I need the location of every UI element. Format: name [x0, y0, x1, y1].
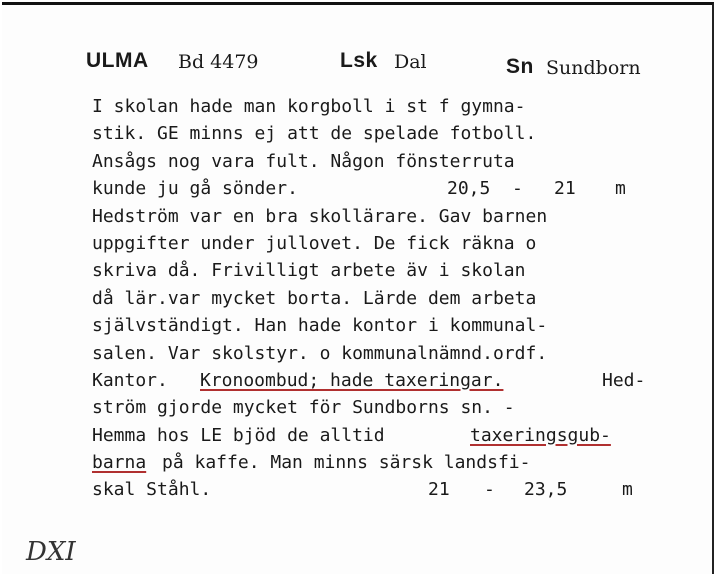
text-line: självständigt. Han hade kontor i kommunal-	[92, 315, 548, 337]
text-line	[92, 175, 672, 202]
measure-from: 20,5	[447, 178, 491, 200]
measure-dash: -	[484, 479, 495, 501]
text-line: ström gjorde mycket för Sundborns sn. -	[92, 397, 515, 419]
text-segment: Hed-	[602, 369, 646, 391]
measure-from: 21	[428, 479, 450, 501]
text-line: då lär.var mycket borta. Lärde dem arbeta	[92, 287, 537, 309]
text-line	[92, 422, 672, 449]
archive-number: Bd 4479	[178, 51, 259, 73]
text-line	[92, 449, 672, 476]
socken-value: Sundborn	[546, 57, 641, 79]
text-segment: på kaffe. Man minns särsk landsfi-	[162, 452, 531, 474]
card-body	[92, 93, 672, 504]
measure-dash: -	[512, 178, 523, 200]
text-segment: Kantor.	[92, 369, 168, 391]
measure-to: 21	[554, 178, 576, 200]
landskap-value: Dal	[394, 51, 427, 73]
text-line: stik. GE minns ej att de spelade fotboll.	[92, 123, 537, 145]
text-segment: Hemma hos LE bjöd de alltid	[92, 424, 385, 446]
text-line: uppgifter under jullovet. De fick räkna o	[92, 232, 537, 254]
handwritten-signature: DXI	[26, 537, 76, 567]
text-line: skriva då. Frivilligt arbete äv i skolan	[92, 260, 526, 282]
text-line: Ansågs nog vara fult. Någon fönsterruta	[92, 150, 515, 172]
landskap-label: Lsk	[340, 49, 378, 72]
text-line: Hedström var en bra skollärare. Gav barnen	[92, 205, 548, 227]
socken-label: Sn	[506, 55, 534, 78]
text-line: I skolan hade man korgboll i st f gymna-	[92, 96, 526, 117]
text-line	[92, 367, 672, 394]
measure-unit: m	[615, 178, 626, 200]
card-header	[86, 49, 676, 89]
measure-unit: m	[622, 479, 633, 501]
measure-to: 23,5	[524, 479, 568, 501]
index-card	[2, 2, 714, 574]
text-line	[92, 476, 672, 503]
text-segment: kunde ju gå sönder.	[92, 178, 298, 200]
text-segment: skal Ståhl.	[92, 479, 212, 501]
archive-label: ULMA	[86, 49, 149, 72]
underlined-phrase: Kronoombud; hade taxeringar.	[200, 369, 504, 391]
underlined-phrase: taxeringsgub-	[470, 424, 611, 446]
underlined-phrase: barna	[92, 452, 147, 474]
text-line: salen. Var skolstyr. o kommunalnämnd.ordf.	[92, 342, 548, 364]
